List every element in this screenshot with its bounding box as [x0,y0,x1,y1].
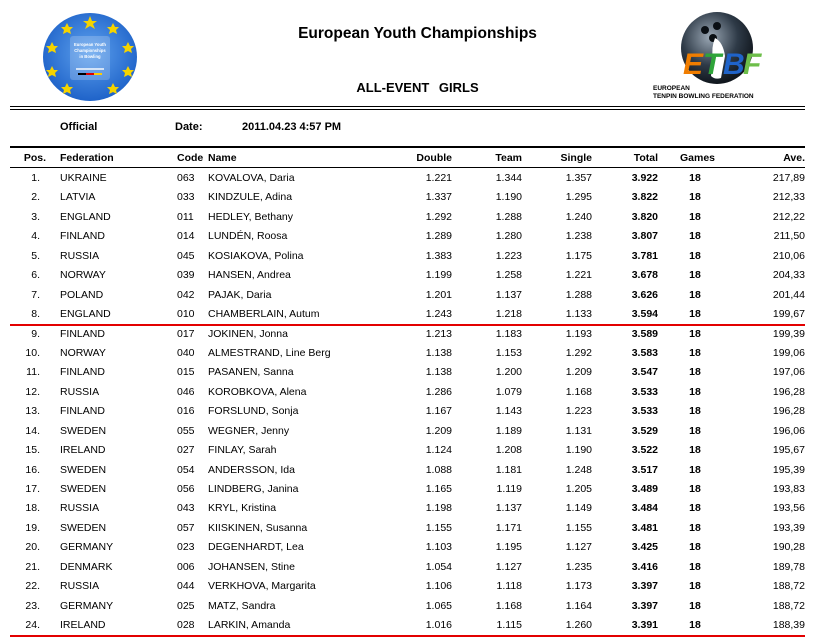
average-cell: 212,22 [772,210,805,223]
single-score-cell: 1.133 [565,308,592,321]
code-cell: 025 [177,599,195,612]
header-divider [10,106,805,110]
total-score-cell: 3.678 [631,269,658,282]
single-score-cell: 1.240 [565,210,592,223]
double-score-cell: 1.138 [425,346,452,359]
double-score-cell: 1.054 [425,560,452,573]
games-cell: 18 [689,288,701,301]
col-header-double: Double [416,152,452,164]
team-score-cell: 1.115 [496,619,522,632]
federation-cell: FINLAND [60,230,105,243]
position-cell: 16. [25,463,40,476]
svg-text:F: F [743,48,762,81]
total-score-cell: 3.425 [631,541,658,554]
federation-cell: GERMANY [60,599,114,612]
name-cell: ALMESTRAND, Line Berg [208,346,331,359]
name-cell: LINDBERG, Janina [208,483,299,495]
report-meta [0,121,815,137]
code-cell: 046 [177,385,195,398]
table-row [0,247,815,266]
federation-cell: NORWAY [60,346,106,359]
team-score-cell: 1.127 [495,560,522,573]
table-row [0,208,815,227]
games-cell: 18 [689,172,701,184]
single-score-cell: 1.168 [565,385,592,398]
position-cell: 1. [31,172,40,184]
single-score-cell: 1.248 [565,463,592,476]
average-cell: 196,06 [772,424,805,437]
games-cell: 18 [689,560,701,573]
team-score-cell: 1.137 [495,288,522,301]
event-subtitle: ALL-EVENT GIRLS [356,80,479,95]
single-score-cell: 1.190 [565,444,592,457]
games-cell: 18 [689,463,701,476]
average-cell: 193,39 [772,521,805,534]
total-score-cell: 3.489 [631,483,658,495]
name-cell: DEGENHARDT, Lea [208,541,304,554]
games-cell: 18 [689,599,701,612]
position-cell: 3. [31,210,40,223]
position-cell: 9. [31,327,40,340]
single-score-cell: 1.205 [565,483,592,495]
team-score-cell: 1.189 [495,424,522,437]
col-header-team: Team [495,152,522,164]
games-cell: 18 [689,269,701,282]
federation-cell: DENMARK [60,560,113,573]
total-score-cell: 3.481 [631,521,658,534]
double-score-cell: 1.201 [425,288,452,301]
col-header-total: Total [633,152,658,164]
total-score-cell: 3.820 [631,210,658,223]
position-cell: 13. [25,405,40,418]
federation-cell: SWEDEN [60,521,107,534]
team-score-cell: 1.223 [495,249,522,262]
official-label: Official [60,121,98,133]
position-cell: 2. [31,191,40,204]
code-cell: 043 [177,502,195,515]
federation-cell: FINLAND [60,366,105,379]
team-score-cell: 1.079 [495,385,522,398]
logo-left-line-2: Championships [74,48,106,53]
etbf-logo-line-2: TENPIN BOWLING FEDERATION [653,93,754,100]
double-score-cell: 1.198 [425,502,452,515]
code-cell: 014 [177,230,195,243]
code-cell: 056 [177,483,195,495]
name-cell: PASANEN, Sanna [208,366,294,379]
federation-cell: SWEDEN [60,463,107,476]
total-score-cell: 3.397 [631,599,658,612]
table-row [0,499,815,518]
federation-cell: RUSSIA [60,580,100,593]
table-row [0,363,815,382]
position-cell: 4. [31,230,40,243]
team-score-cell: 1.118 [496,580,522,593]
average-cell: 188,39 [772,619,805,632]
date-value: 2011.04.23 4:57 PM [242,121,342,133]
col-header-ave: Ave. [783,152,805,164]
total-score-cell: 3.822 [631,191,658,204]
table-row [0,286,815,305]
federation-cell: RUSSIA [60,249,100,262]
federation-cell: ENGLAND [60,210,111,223]
team-score-cell: 1.190 [495,191,522,204]
average-cell: 190,28 [772,541,805,554]
table-row [0,461,815,480]
single-score-cell: 1.164 [565,599,592,612]
name-cell: VERKHOVA, Margarita [208,580,316,593]
table-row [0,402,815,421]
table-row [0,616,815,635]
double-score-cell: 1.016 [425,619,452,632]
federation-cell: LATVIA [60,191,96,204]
team-score-cell: 1.137 [495,502,522,515]
team-score-cell: 1.258 [495,269,522,282]
col-header-code: Code [177,152,204,164]
single-score-cell: 1.238 [565,230,592,243]
games-cell: 18 [689,210,701,223]
position-cell: 17. [25,483,40,495]
code-cell: 054 [177,463,195,476]
col-header-games: Games [680,152,716,164]
position-cell: 15. [25,444,40,457]
name-cell: LARKIN, Amanda [208,619,291,632]
name-cell: HEDLEY, Bethany [208,210,294,223]
svg-text:E: E [683,48,704,81]
position-cell: 12. [25,385,40,398]
table-row [0,422,815,441]
federation-cell: FINLAND [60,405,105,418]
svg-text:B: B [723,48,745,81]
average-cell: 199,06 [772,346,805,359]
name-cell: KOROBKOVA, Alena [208,385,307,398]
total-score-cell: 3.583 [631,346,658,359]
double-score-cell: 1.065 [425,599,452,612]
games-cell: 18 [689,249,701,262]
svg-text:T: T [703,48,722,81]
total-score-cell: 3.922 [631,172,658,184]
federation-cell: ENGLAND [60,308,111,321]
logo-left-line-1: European Youth [74,42,106,47]
col-header-name: Name [208,152,237,164]
code-cell: 011 [177,210,194,223]
results-table [0,169,815,636]
table-header [0,152,815,166]
federation-cell: SWEDEN [60,483,107,495]
games-cell: 18 [689,541,701,554]
table-row [0,597,815,616]
position-cell: 6. [31,269,40,282]
name-cell: MATZ, Sandra [208,599,276,612]
single-score-cell: 1.295 [565,191,592,204]
games-cell: 18 [689,191,701,204]
col-header-single: Single [560,152,592,164]
double-score-cell: 1.106 [425,580,452,593]
total-score-cell: 3.781 [631,249,658,262]
position-cell: 10. [25,346,40,359]
single-score-cell: 1.193 [565,327,592,340]
code-cell: 057 [177,521,195,534]
single-score-cell: 1.221 [565,269,592,282]
single-score-cell: 1.292 [565,346,592,359]
code-cell: 063 [177,172,195,184]
games-cell: 18 [689,327,701,340]
total-score-cell: 3.807 [631,230,658,243]
table-top-rule [10,146,805,148]
federation-cell: RUSSIA [60,502,100,515]
single-score-cell: 1.127 [565,541,592,554]
team-score-cell: 1.344 [495,172,522,184]
name-cell: JOHANSEN, Stine [208,560,295,573]
single-score-cell: 1.175 [565,249,592,262]
total-score-cell: 3.589 [631,327,658,340]
single-score-cell: 1.235 [565,560,592,573]
double-score-cell: 1.213 [425,327,452,340]
col-header-federation: Federation [60,152,114,164]
federation-cell: SWEDEN [60,424,107,437]
double-score-cell: 1.088 [425,463,452,476]
games-cell: 18 [689,346,701,359]
single-score-cell: 1.149 [565,502,592,515]
table-header-rule [10,167,805,168]
games-cell: 18 [689,230,701,243]
average-cell: 199,67 [772,308,805,321]
name-cell: PAJAK, Daria [208,288,272,301]
games-cell: 18 [689,483,701,495]
name-cell: ANDERSSON, Ida [208,463,295,476]
name-cell: HANSEN, Andrea [208,269,291,282]
total-score-cell: 3.529 [631,424,658,437]
code-cell: 042 [177,288,195,301]
double-score-cell: 1.337 [425,191,452,204]
average-cell: 196,28 [772,385,805,398]
double-score-cell: 1.286 [425,385,452,398]
games-cell: 18 [689,580,701,593]
qualification-cutoff-line [10,635,805,637]
name-cell: WEGNER, Jenny [208,424,290,437]
name-cell: JOKINEN, Jonna [208,327,288,340]
table-row [0,169,815,188]
code-cell: 044 [177,580,195,593]
average-cell: 211,50 [773,230,805,243]
total-score-cell: 3.397 [631,580,658,593]
federation-cell: IRELAND [60,619,106,632]
code-cell: 015 [177,366,195,379]
team-score-cell: 1.183 [495,327,522,340]
table-row [0,344,815,363]
double-score-cell: 1.165 [425,483,452,495]
average-cell: 197,06 [772,366,805,379]
single-score-cell: 1.173 [565,580,592,593]
single-score-cell: 1.155 [565,521,592,534]
team-score-cell: 1.153 [495,346,522,359]
table-row [0,577,815,596]
championship-logo [40,10,140,104]
table-row [0,519,815,538]
federation-cell: FINLAND [60,327,105,340]
team-score-cell: 1.288 [495,210,522,223]
federation-cell: RUSSIA [60,385,100,398]
single-score-cell: 1.209 [565,366,592,379]
single-score-cell: 1.131 [565,424,592,437]
name-cell: FORSLUND, Sonja [208,405,299,418]
average-cell: 217,89 [772,172,805,184]
name-cell: KOSIAKOVA, Polina [208,249,304,262]
code-cell: 045 [177,249,195,262]
double-score-cell: 1.124 [425,444,452,457]
code-cell: 040 [177,346,195,359]
logo-left-line-3: in Bowling [79,54,101,59]
average-cell: 193,83 [772,483,805,495]
games-cell: 18 [689,619,701,632]
code-cell: 016 [177,405,195,418]
code-cell: 023 [177,541,195,554]
total-score-cell: 3.522 [631,444,658,457]
position-cell: 23. [25,599,40,612]
name-cell: KINDZULE, Adina [208,191,293,204]
double-score-cell: 1.138 [425,366,452,379]
etbf-logo-line-1: EUROPEAN [653,85,690,92]
code-cell: 028 [177,619,195,632]
date-label: Date: [175,121,203,133]
qualification-cutoff-line [10,324,805,326]
position-cell: 21. [25,560,40,573]
col-header-pos: Pos. [23,152,46,164]
games-cell: 18 [689,308,701,321]
code-cell: 033 [177,191,195,204]
single-score-cell: 1.223 [565,405,592,418]
double-score-cell: 1.243 [425,308,452,321]
federation-cell: IRELAND [60,444,106,457]
average-cell: 210,06 [772,249,805,262]
average-cell: 188,72 [772,580,805,593]
double-score-cell: 1.103 [425,541,452,554]
games-cell: 18 [689,405,701,418]
code-cell: 055 [177,424,195,437]
team-score-cell: 1.119 [496,483,522,495]
code-cell: 006 [177,560,195,573]
table-row [0,538,815,557]
double-score-cell: 1.383 [425,249,452,262]
total-score-cell: 3.547 [631,366,658,379]
team-score-cell: 1.200 [495,366,522,379]
average-cell: 212,33 [772,191,805,204]
games-cell: 18 [689,521,701,534]
code-cell: 017 [177,327,195,340]
position-cell: 18. [25,502,40,515]
position-cell: 24. [25,619,40,632]
average-cell: 188,72 [772,599,805,612]
name-cell: KRYL, Kristina [208,502,277,515]
games-cell: 18 [689,444,701,457]
etbf-logo [645,8,795,104]
position-cell: 11. [26,366,40,379]
position-cell: 19. [25,521,40,534]
federation-cell: NORWAY [60,269,106,282]
position-cell: 5. [31,249,40,262]
table-row [0,480,815,499]
average-cell: 193,56 [772,502,805,515]
code-cell: 027 [177,444,195,457]
games-cell: 18 [689,424,701,437]
team-score-cell: 1.143 [495,405,522,418]
team-score-cell: 1.208 [495,444,522,457]
total-score-cell: 3.533 [631,405,658,418]
table-row [0,188,815,207]
position-cell: 22. [25,580,40,593]
team-score-cell: 1.218 [495,308,522,321]
single-score-cell: 1.357 [565,172,592,184]
games-cell: 18 [689,502,701,515]
position-cell: 20. [25,541,40,554]
team-score-cell: 1.280 [495,230,522,243]
average-cell: 201,44 [772,288,805,301]
table-row [0,325,815,344]
double-score-cell: 1.167 [425,405,452,418]
double-score-cell: 1.289 [425,230,452,243]
single-score-cell: 1.260 [565,619,592,632]
total-score-cell: 3.484 [631,502,658,515]
position-cell: 14. [25,424,40,437]
name-cell: KIISKINEN, Susanna [208,521,308,534]
code-cell: 010 [177,308,195,321]
table-row [0,383,815,402]
total-score-cell: 3.626 [631,288,658,301]
total-score-cell: 3.391 [631,619,658,632]
total-score-cell: 3.416 [631,560,658,573]
total-score-cell: 3.533 [631,385,658,398]
team-score-cell: 1.181 [495,463,522,476]
page-title: European Youth Championships [298,25,537,42]
team-score-cell: 1.195 [495,541,522,554]
double-score-cell: 1.209 [425,424,452,437]
average-cell: 199,39 [772,327,805,340]
name-cell: KOVALOVA, Daria [208,172,295,184]
average-cell: 195,67 [772,444,805,457]
games-cell: 18 [689,385,701,398]
name-cell: FINLAY, Sarah [208,444,277,457]
single-score-cell: 1.288 [565,288,592,301]
name-cell: LUNDÉN, Roosa [208,230,288,243]
average-cell: 189,78 [772,560,805,573]
code-cell: 039 [177,269,195,282]
position-cell: 7. [31,288,40,301]
double-score-cell: 1.221 [425,172,452,184]
table-row [0,305,815,324]
double-score-cell: 1.292 [425,210,452,223]
table-row [0,227,815,246]
team-score-cell: 1.168 [495,599,522,612]
average-cell: 204,33 [772,269,805,282]
average-cell: 195,39 [772,463,805,476]
federation-cell: POLAND [60,288,104,301]
double-score-cell: 1.199 [425,269,452,282]
federation-cell: GERMANY [60,541,114,554]
name-cell: CHAMBERLAIN, Autum [208,308,320,321]
average-cell: 196,28 [772,405,805,418]
games-cell: 18 [689,366,701,379]
team-score-cell: 1.171 [495,521,522,534]
table-row [0,266,815,285]
report-header [0,0,815,110]
total-score-cell: 3.517 [631,463,658,476]
position-cell: 8. [31,308,40,321]
table-row [0,558,815,577]
federation-cell: UKRAINE [60,172,107,184]
table-row [0,441,815,460]
double-score-cell: 1.155 [425,521,452,534]
total-score-cell: 3.594 [631,308,658,321]
